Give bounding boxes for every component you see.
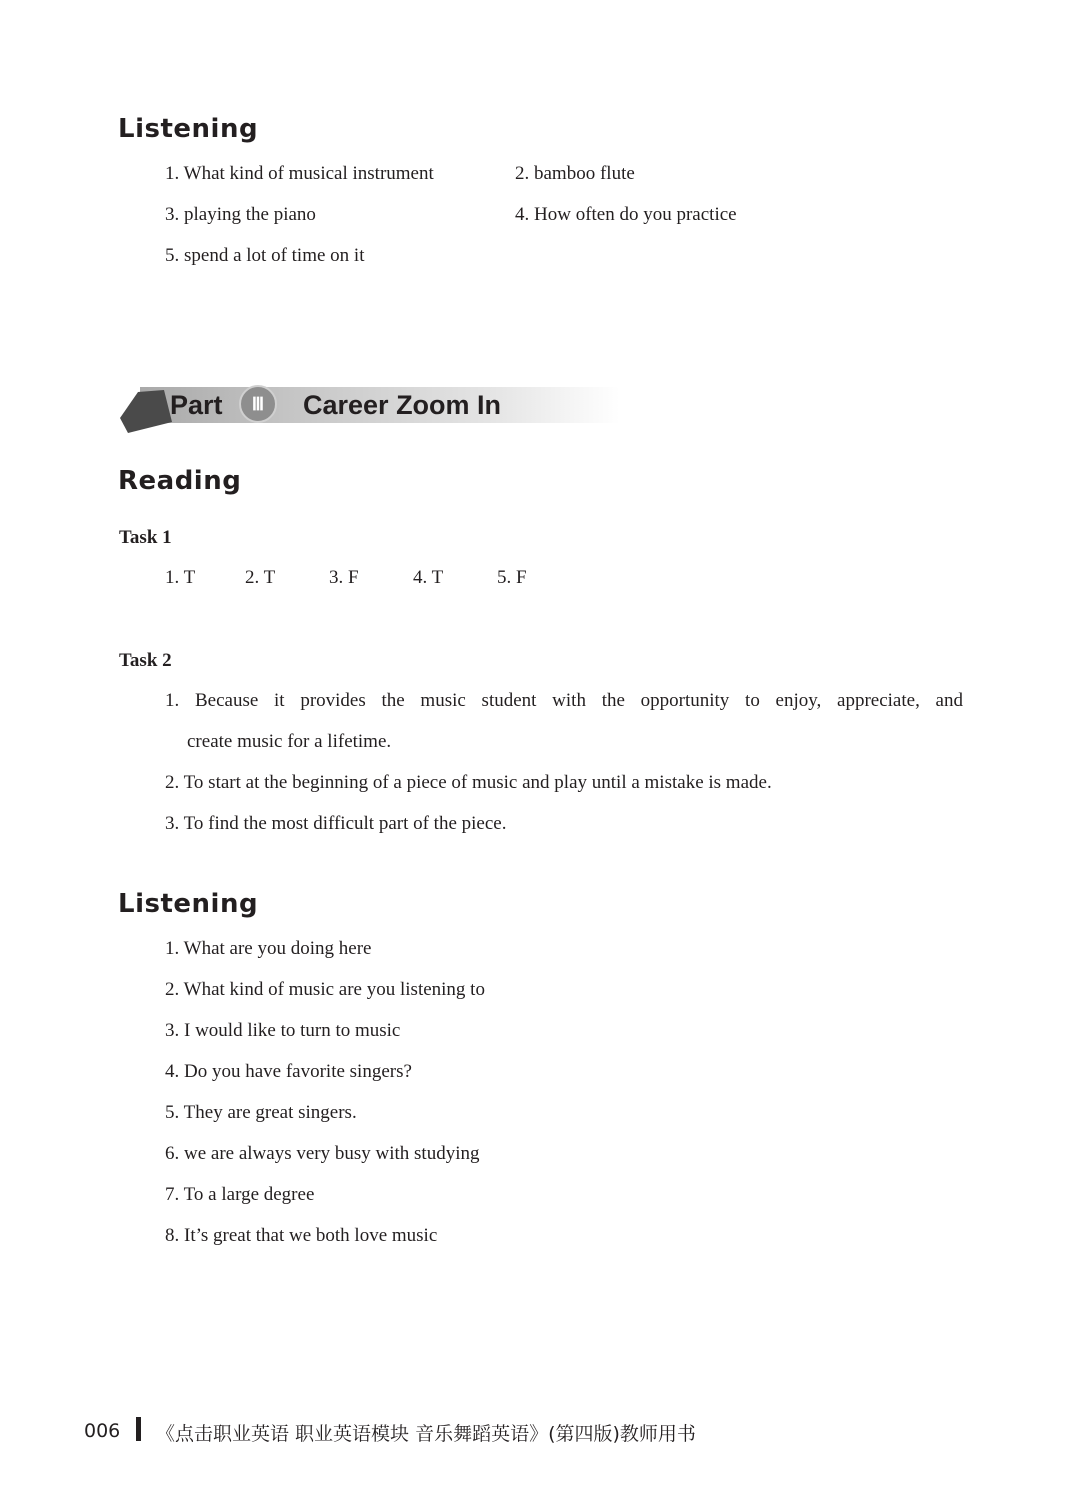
listening2-item-8: 8. It’s great that we both love music <box>165 1225 438 1246</box>
part-banner <box>118 382 618 438</box>
task2-answer-2: 2. To start at the beginning of a piece of music and play until a mistake is made. <box>165 772 772 793</box>
part-label: Part <box>170 390 223 420</box>
task1-answer-4: 4. T <box>413 567 444 588</box>
listening-heading-2: Listening <box>118 889 259 919</box>
listening2-item-3: 3. I would like to turn to music <box>165 1020 401 1041</box>
page-number: 006 <box>84 1420 121 1442</box>
banner-pentagon-icon <box>118 382 178 438</box>
footer-divider <box>136 1417 141 1441</box>
listening-item-5: 5. spend a lot of time on it <box>165 245 365 266</box>
part-numeral-badge: Ⅲ <box>239 385 277 423</box>
task2-label: Task 2 <box>119 650 172 671</box>
listening2-item-6: 6. we are always very busy with studying <box>165 1143 480 1164</box>
listening-item-1: 1. What kind of musical instrument <box>165 163 434 184</box>
listening2-item-1: 1. What are you doing here <box>165 938 372 959</box>
task2-answer-1-line-1: 1. Because it provides the music student with the opportunity to enjoy, appreciate, and <box>165 690 963 711</box>
listening-item-3: 3. playing the piano <box>165 204 316 225</box>
reading-heading: Reading <box>118 466 242 496</box>
task1-answer-2: 2. T <box>245 567 276 588</box>
listening-item-4: 4. How often do you practice <box>515 204 737 225</box>
task1-answer-5: 5. F <box>497 567 527 588</box>
part-title: Career Zoom In <box>303 390 502 420</box>
listening2-item-4: 4. Do you have favorite singers? <box>165 1061 412 1082</box>
task2-answer-1-line-2: create music for a lifetime. <box>187 731 392 752</box>
task1-answer-1: 1. T <box>165 567 196 588</box>
listening2-item-5: 5. They are great singers. <box>165 1102 357 1123</box>
listening2-item-7: 7. To a large degree <box>165 1184 315 1205</box>
book-title: 《点击职业英语 职业英语模块 音乐舞蹈英语》(第四版)教师用书 <box>156 1423 696 1445</box>
task2-answer-3: 3. To find the most difficult part of the piece. <box>165 813 507 834</box>
task1-answer-3: 3. F <box>329 567 359 588</box>
task1-label: Task 1 <box>119 527 172 548</box>
listening-item-2: 2. bamboo flute <box>515 163 635 184</box>
listening2-item-2: 2. What kind of music are you listening to <box>165 979 485 1000</box>
listening-heading-1: Listening <box>118 114 259 144</box>
